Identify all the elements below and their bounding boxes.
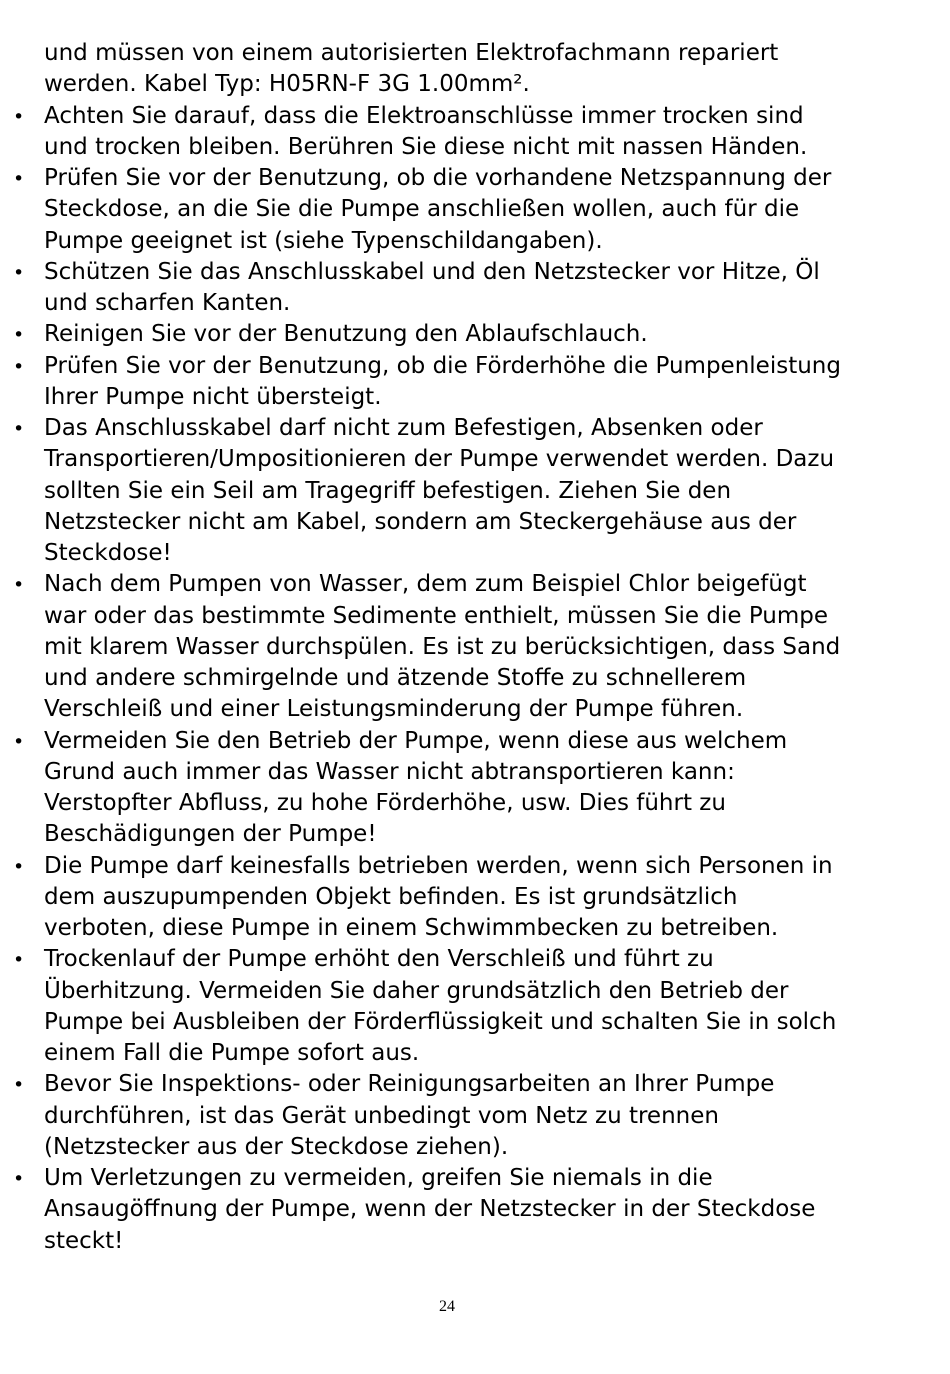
bullet-icon: • bbox=[13, 730, 25, 753]
bullet-icon: • bbox=[13, 418, 25, 440]
bullet-item bbox=[0, 101, 950, 164]
text-line: steckt! bbox=[44, 1227, 124, 1254]
bullet-icon: • bbox=[13, 949, 25, 972]
bullet-icon: • bbox=[13, 1074, 25, 1097]
bullet-item bbox=[0, 851, 950, 945]
text-line: war oder das bestimmte Sedimente enthielt, müssen Sie die Pumpe bbox=[44, 602, 829, 629]
bullet-item bbox=[0, 726, 950, 851]
text-line: Verschleiß und einer Leistungsminderung der Pumpe führen. bbox=[44, 696, 744, 723]
text-line: Das Anschlusskabel darf nicht zum Befestigen, Absenken oder bbox=[44, 415, 763, 441]
text-line: und scharfen Kanten. bbox=[44, 290, 291, 316]
bullet-icon: • bbox=[13, 261, 25, 284]
text-line: Vermeiden Sie den Betrieb der Pumpe, wenn diese aus welchem bbox=[44, 727, 788, 754]
text-line: durchführen, ist das Gerät unbedingt vom Netz zu trennen bbox=[44, 1102, 719, 1129]
bullet-item bbox=[0, 1163, 950, 1257]
document-body bbox=[0, 38, 950, 1257]
text-line: (Netzstecker aus der Steckdose ziehen). bbox=[44, 1133, 509, 1160]
text-line: Grund auch immer das Wasser nicht abtransportieren kann: bbox=[44, 758, 735, 785]
text-line: dem auszupumpenden Objekt befinden. Es ist grundsätzlich bbox=[44, 883, 738, 910]
text-line: Verstopfter Abfluss, zu hohe Förderhöhe, usw. Dies führt zu bbox=[44, 790, 726, 816]
text-line: und trocken bleiben. Berühren Sie diese nicht mit nassen Händen. bbox=[44, 133, 808, 160]
text-line: Trockenlauf der Pumpe erhöht den Verschleiß und führt zu bbox=[44, 946, 714, 973]
text-line: Pumpe bei Ausbleiben der Förderflüssigkeit und schalten Sie in solch bbox=[44, 1008, 837, 1035]
text-line: Achten Sie darauf, dass die Elektroanschlüsse immer trocken sind bbox=[44, 102, 804, 129]
text-line: einem Fall die Pumpe sofort aus. bbox=[44, 1040, 420, 1066]
text-line: verboten, diese Pumpe in einem Schwimmbecken zu betreiben. bbox=[44, 915, 779, 941]
bullet-icon: • bbox=[13, 355, 25, 378]
text-line: Ihrer Pumpe nicht übersteigt. bbox=[44, 383, 382, 410]
text-line: Beschädigungen der Pumpe! bbox=[44, 821, 377, 848]
bullet-icon: • bbox=[13, 574, 25, 597]
text-line: Ansaugöffnung der Pumpe, wenn der Netzstecker in der Steckdose bbox=[44, 1196, 816, 1223]
intro-paragraph bbox=[0, 38, 950, 101]
bullet-item bbox=[0, 351, 950, 414]
text-line: Steckdose! bbox=[44, 540, 172, 566]
text-line: sollten Sie ein Seil am Tragegriff befestigen. Ziehen Sie den bbox=[44, 477, 732, 504]
page-number: 24 bbox=[439, 1298, 455, 1315]
bullet-icon: • bbox=[13, 324, 25, 347]
text-line: werden. Kabel Typ: H05RN-F 3G 1.00mm². bbox=[44, 71, 530, 98]
text-line: Bevor Sie Inspektions- oder Reinigungsarbeiten an Ihrer Pumpe bbox=[44, 1071, 775, 1098]
safety-bullet-list bbox=[0, 101, 950, 1257]
text-line: Transportieren/Umpositionieren der Pumpe verwendet werden. Dazu bbox=[44, 446, 835, 473]
text-line: Die Pumpe darf keinesfalls betrieben werden, wenn sich Personen in bbox=[44, 852, 833, 879]
text-line: Um Verletzungen zu vermeiden, greifen Sie niemals in die bbox=[44, 1165, 713, 1191]
bullet-item bbox=[0, 1069, 950, 1163]
bullet-icon: • bbox=[13, 1168, 25, 1190]
text-line: Pumpe geeignet ist (siehe Typenschildangaben). bbox=[44, 227, 603, 254]
text-line: Steckdose, an die Sie die Pumpe anschließen wollen, auch für die bbox=[44, 196, 800, 223]
text-line: Netzstecker nicht am Kabel, sondern am Steckergehäuse aus der bbox=[44, 508, 797, 535]
bullet-item bbox=[0, 569, 950, 725]
bullet-item bbox=[0, 257, 950, 320]
text-line: Schützen Sie das Anschlusskabel und den Netzstecker vor Hitze, Öl bbox=[44, 258, 820, 285]
bullet-icon: • bbox=[13, 168, 25, 190]
text-line: und andere schmirgelnde und ätzende Stoffe zu schnellerem bbox=[44, 665, 747, 691]
text-line: Prüfen Sie vor der Benutzung, ob die Förderhöhe die Pumpenleistung bbox=[44, 352, 841, 379]
bullet-icon: • bbox=[13, 855, 25, 878]
text-line: und müssen von einem autorisierten Elektrofachmann repariert bbox=[44, 40, 779, 66]
bullet-item bbox=[0, 319, 950, 350]
text-line: Nach dem Pumpen von Wasser, dem zum Beispiel Chlor beigefügt bbox=[44, 571, 807, 598]
bullet-item bbox=[0, 413, 950, 569]
text-line: Reinigen Sie vor der Benutzung den Ablaufschlauch. bbox=[44, 321, 648, 348]
bullet-item bbox=[0, 163, 950, 257]
text-line: mit klarem Wasser durchspülen. Es ist zu berücksichtigen, dass Sand bbox=[44, 633, 841, 660]
bullet-icon: • bbox=[13, 105, 25, 128]
text-line: Prüfen Sie vor der Benutzung, ob die vorhandene Netzspannung der bbox=[44, 165, 832, 191]
text-line: Überhitzung. Vermeiden Sie daher grundsätzlich den Betrieb der bbox=[44, 977, 789, 1004]
bullet-item bbox=[0, 944, 950, 1069]
